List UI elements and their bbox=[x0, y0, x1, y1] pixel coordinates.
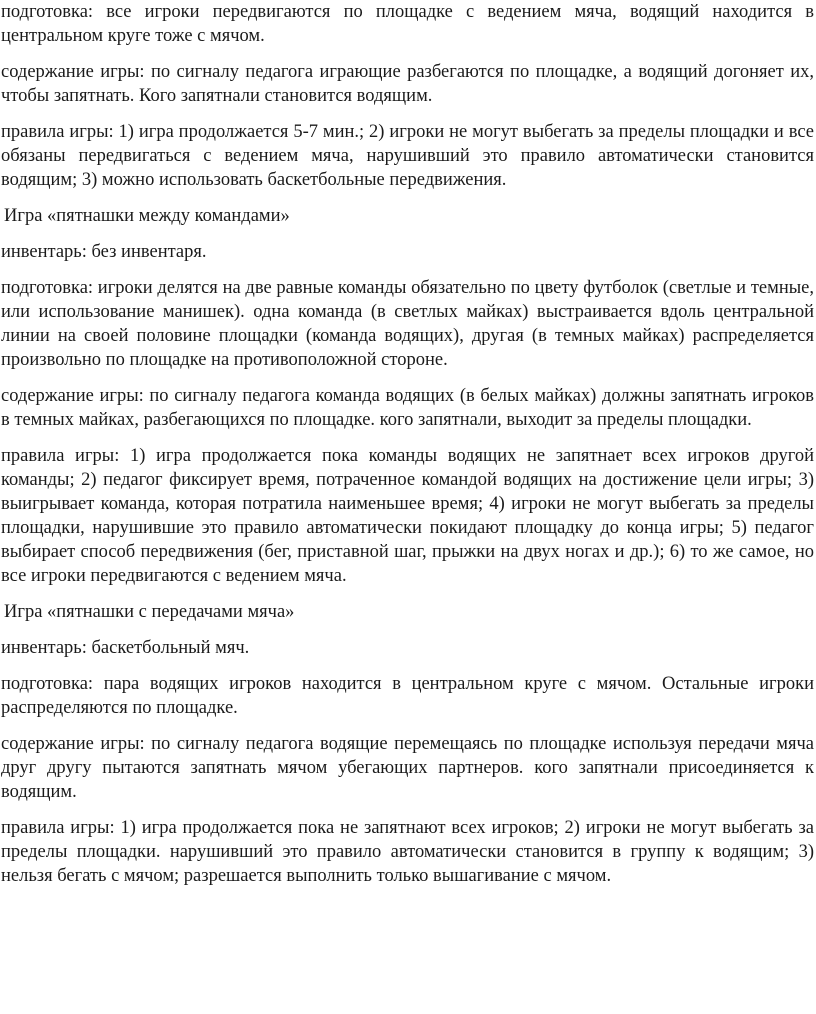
paragraph-equipment-2: инвентарь: без инвентаря. bbox=[1, 242, 207, 262]
paragraph-preparation-2: подготовка: игроки делятся на две равные команды обязательно по цвету футболок (светлые и темные, или использование манишек). одна команда (в светлых майках) выстраивается вдоль центральной линии на своей половине площадки (команда водящих), другая (в темных майках) распределяется произвольно по площадке на противоположной стороне. bbox=[1, 278, 814, 370]
paragraph-preparation-1: подготовка: все игроки передвигаются по площадке с ведением мяча, водящий находится в центральном круге тоже с мячом. bbox=[1, 2, 814, 46]
paragraph-rules-2: правила игры: 1) игра продолжается пока команды водящих не запятнает всех игроков другой команды; 2) педагог фиксирует время, потраченное командой водящих на достижение цели игры; 3) выигрывает команда, которая потратила наименьшее время; 4) игроки не могут выбегать за пределы площадки, нарушившие это правило автоматически покидают площадку до конца игры; 5) педагог выбирает способ передвижения (бег, приставной шаг, прыжки на двух ногах и др.); 6) то же самое, но все игроки передвигаются с ведением мяча. bbox=[1, 446, 814, 586]
paragraph-equipment-3: инвентарь: баскетбольный мяч. bbox=[1, 638, 250, 658]
paragraph-content-1: содержание игры: по сигналу педагога играющие разбегаются по площадке, а водящий догоняет их, чтобы запятнать. Кого запятнали становится водящим. bbox=[1, 62, 814, 106]
game-title-teams: Игра «пятнашки между командами» bbox=[4, 206, 290, 226]
paragraph-content-3: содержание игры: по сигналу педагога водящие перемещаясь по площадке используя передачи мяча друг другу пытаются запятнать мячом убегающих партнеров. кого запятнали присоединяется к водящим. bbox=[1, 734, 814, 802]
game-title-passes: Игра «пятнашки с передачами мяча» bbox=[4, 602, 295, 622]
paragraph-rules-1: правила игры: 1) игра продолжается 5-7 мин.; 2) игроки не могут выбегать за пределы площадки и все обязаны передвигаться с ведением мяча, нарушивший это правило автоматически становится водящим; 3) можно использовать баскетбольные передвижения. bbox=[1, 122, 814, 190]
paragraph-preparation-3: подготовка: пара водящих игроков находится в центральном круге с мячом. Остальные игроки распределяются по площадке. bbox=[1, 674, 814, 718]
paragraph-rules-3: правила игры: 1) игра продолжается пока не запятнают всех игроков; 2) игроки не могут выбегать за пределы площадки. нарушивший это правило автоматически становится в группу к водящим; 3) нельзя бегать с мячом; разрешается выполнить только вышагивание с мячом. bbox=[1, 818, 814, 886]
paragraph-content-2: содержание игры: по сигналу педагога команда водящих (в белых майках) должны запятнать игроков в темных майках, разбегающихся по площадке. кого запятнали, выходит за пределы площадки. bbox=[1, 386, 814, 430]
